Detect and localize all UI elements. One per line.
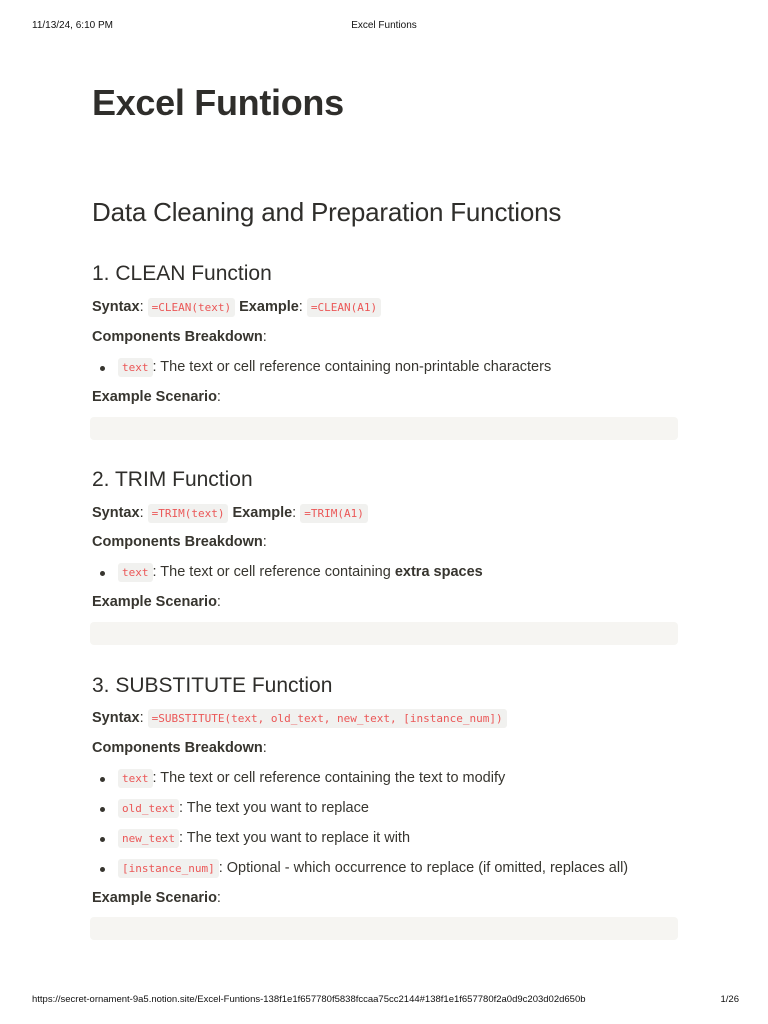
component-desc-bold: extra spaces: [394, 564, 483, 580]
example-code: =TRIM(A1): [300, 504, 368, 523]
scenario-heading: [92, 594, 221, 610]
components-label: Components Breakdown: [92, 534, 263, 550]
component-desc: : The text or cell reference containing: [152, 564, 395, 580]
scenario-label: Example Scenario: [92, 389, 217, 405]
example-label: Example: [239, 299, 299, 315]
bullet-dot: [100, 867, 105, 872]
syntax-code: =TRIM(text): [148, 504, 229, 523]
code-block: [90, 622, 678, 645]
component-code: [instance_num]: [118, 859, 219, 878]
component-code: text: [118, 563, 153, 582]
code-block: [90, 417, 678, 440]
section-heading: Data Cleaning and Preparation Functions: [92, 197, 562, 227]
syntax-code: =CLEAN(text): [148, 298, 235, 317]
colon: :: [292, 505, 297, 521]
bullet-dot: [100, 837, 105, 842]
colon: :: [216, 389, 221, 405]
component-desc: : Optional - which occurrence to replace (if omitted, replaces all): [218, 860, 629, 876]
components-heading: [92, 534, 267, 550]
function-heading-substitute: 3. SUBSTITUTE Function: [92, 674, 333, 697]
list-item: [92, 564, 483, 580]
bullet-dot: [100, 366, 105, 371]
example-label: Example: [232, 505, 293, 521]
list-item: [92, 860, 628, 876]
colon: :: [262, 740, 267, 756]
components-label: Components Breakdown: [92, 740, 263, 756]
components-heading: [92, 740, 267, 756]
print-datetime: 11/13/24, 6:10 PM: [32, 20, 113, 31]
page-title: Excel Funtions: [92, 82, 344, 123]
function-heading-clean: 1. CLEAN Function: [92, 262, 272, 285]
scenario-label: Example Scenario: [92, 890, 217, 906]
bullet-dot: [100, 777, 105, 782]
print-url: https://secret-ornament-9a5.notion.site/Excel-Funtions-138f1e1f657780f5838fccaa75cc2144#138f1e1f657780f2a0d9c203d02d650b: [32, 994, 586, 1005]
syntax-line-clean: [92, 299, 381, 315]
colon: :: [262, 329, 267, 345]
component-desc: : The text or cell reference containing non-printable characters: [152, 359, 552, 375]
example-code: =CLEAN(A1): [307, 298, 381, 317]
bullet-dot: [100, 807, 105, 812]
component-code: old_text: [118, 799, 179, 818]
components-heading: [92, 329, 267, 345]
print-doc-title: Excel Funtions: [351, 20, 417, 31]
list-item: [92, 770, 505, 786]
colon: :: [262, 534, 267, 550]
colon: :: [216, 890, 221, 906]
component-desc: : The text or cell reference containing the text to modify: [152, 770, 506, 786]
colon: :: [139, 505, 144, 521]
code-block: [90, 917, 678, 940]
component-desc: : The text you want to replace it with: [178, 830, 411, 846]
list-item: [92, 830, 410, 846]
colon: :: [139, 710, 144, 726]
syntax-line-trim: [92, 505, 368, 521]
component-code: new_text: [118, 829, 179, 848]
component-code: text: [118, 358, 153, 377]
component-desc: : The text you want to replace: [178, 800, 369, 816]
scenario-label: Example Scenario: [92, 594, 217, 610]
function-heading-trim: 2. TRIM Function: [92, 468, 253, 491]
syntax-code: =SUBSTITUTE(text, old_text, new_text, [instance_num]): [148, 709, 507, 728]
list-item: [92, 359, 551, 375]
colon: :: [298, 299, 303, 315]
colon: :: [216, 594, 221, 610]
page-number: 1/26: [720, 994, 739, 1005]
scenario-heading: [92, 890, 221, 906]
syntax-line-substitute: [92, 710, 507, 726]
component-code: text: [118, 769, 153, 788]
syntax-label: Syntax: [92, 710, 140, 726]
list-item: [92, 800, 369, 816]
bullet-dot: [100, 571, 105, 576]
components-label: Components Breakdown: [92, 329, 263, 345]
colon: :: [139, 299, 144, 315]
syntax-label: Syntax: [92, 505, 140, 521]
scenario-heading: [92, 389, 221, 405]
syntax-label: Syntax: [92, 299, 140, 315]
